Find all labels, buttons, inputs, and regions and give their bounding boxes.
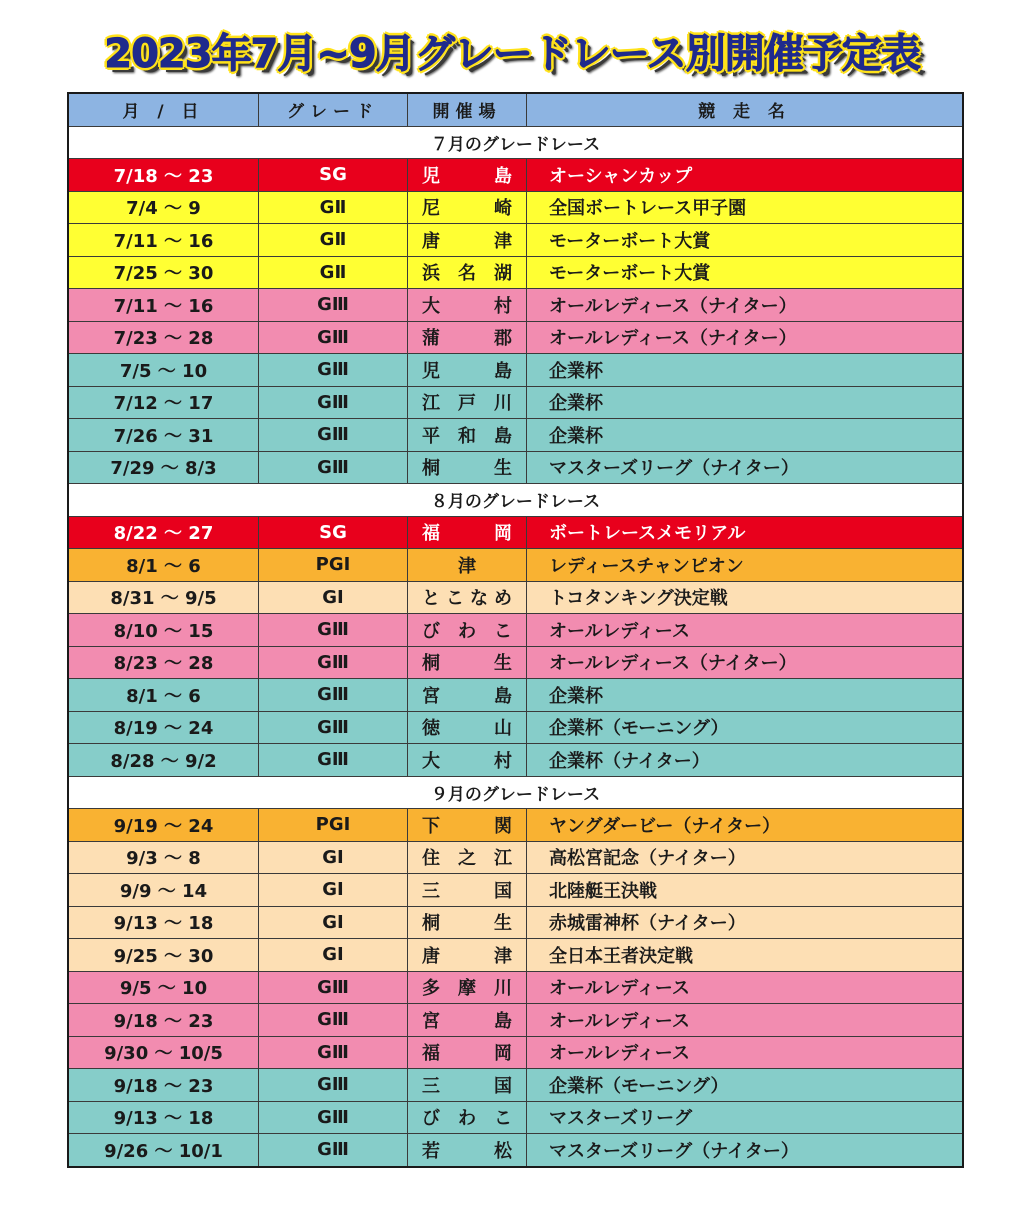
venue-char: 徳 xyxy=(422,718,440,740)
venue-char: 島 xyxy=(494,360,512,382)
race-grade: GⅡ xyxy=(259,256,408,289)
venue-char: 津 xyxy=(458,555,476,577)
race-date: 9/30 ～ 10/5 xyxy=(68,1036,259,1069)
venue-char: 島 xyxy=(494,1010,512,1032)
venue-char: 岡 xyxy=(494,1043,512,1065)
race-grade: GⅠ xyxy=(259,581,408,614)
venue-char: 唐 xyxy=(422,945,440,967)
race-grade: GⅢ xyxy=(259,711,408,744)
race-name: 企業杯 xyxy=(527,354,964,387)
race-grade: SG xyxy=(259,516,408,549)
race-name: トコタンキング決定戦 xyxy=(527,581,964,614)
venue-char: 国 xyxy=(494,1075,512,1097)
table-row xyxy=(68,679,963,712)
race-venue xyxy=(408,354,527,387)
table-row xyxy=(68,711,963,744)
table-row xyxy=(68,581,963,614)
venue-char: 崎 xyxy=(494,198,512,220)
table-row xyxy=(68,451,963,484)
race-name: 企業杯 xyxy=(527,419,964,452)
venue-char: 江 xyxy=(422,393,440,415)
month-separator-label: ８月のグレードレース xyxy=(68,484,963,517)
venue-char: 生 xyxy=(494,458,512,480)
schedule-table xyxy=(67,92,964,1168)
venue-char: び xyxy=(422,1108,440,1130)
table-row xyxy=(68,549,963,582)
race-name: 高松宮記念（ナイター） xyxy=(527,841,964,874)
race-name: マスターズリーグ（ナイター） xyxy=(527,1134,964,1167)
venue-char: 三 xyxy=(422,880,440,902)
venue-char: 関 xyxy=(494,815,512,837)
race-grade: GⅡ xyxy=(259,191,408,224)
race-date: 9/18 ～ 23 xyxy=(68,1069,259,1102)
race-grade: GⅢ xyxy=(259,321,408,354)
race-venue xyxy=(408,874,527,907)
race-venue xyxy=(408,419,527,452)
month-separator-label: ７月のグレードレース xyxy=(68,126,963,159)
table-row xyxy=(68,516,963,549)
header-row xyxy=(68,93,963,126)
venue-char: な xyxy=(470,588,488,610)
month-separator-label: ９月のグレードレース xyxy=(68,776,963,809)
race-grade: GⅡ xyxy=(259,224,408,257)
race-grade: GⅢ xyxy=(259,1134,408,1167)
venue-char: 郡 xyxy=(494,328,512,350)
race-date: 7/5 ～ 10 xyxy=(68,354,259,387)
venue-char: 山 xyxy=(494,718,512,740)
race-name: ボートレースメモリアル xyxy=(527,516,964,549)
venue-char: 大 xyxy=(422,750,440,772)
table-row xyxy=(68,874,963,907)
venue-char: 生 xyxy=(494,913,512,935)
month-separator-row xyxy=(68,126,963,159)
venue-char: 桐 xyxy=(422,913,440,935)
race-grade: GⅢ xyxy=(259,646,408,679)
race-venue xyxy=(408,549,527,582)
race-name: 企業杯 xyxy=(527,679,964,712)
race-grade: PGⅠ xyxy=(259,549,408,582)
race-name: オールレディース xyxy=(527,1036,964,1069)
race-name: 企業杯（モーニング） xyxy=(527,711,964,744)
race-venue xyxy=(408,646,527,679)
table-row xyxy=(68,1004,963,1037)
race-venue xyxy=(408,939,527,972)
venue-char: 村 xyxy=(494,295,512,317)
header-grade: グレード xyxy=(259,93,408,126)
race-date: 7/4 ～ 9 xyxy=(68,191,259,224)
table-row xyxy=(68,906,963,939)
venue-char: 松 xyxy=(494,1140,512,1162)
venue-char: こ xyxy=(494,620,512,642)
venue-char: 桐 xyxy=(422,653,440,675)
race-grade: SG xyxy=(259,159,408,192)
table-row xyxy=(68,614,963,647)
race-grade: GⅢ xyxy=(259,289,408,322)
table-row xyxy=(68,809,963,842)
venue-char: 川 xyxy=(494,393,512,415)
venue-char: 湖 xyxy=(494,263,512,285)
race-venue xyxy=(408,581,527,614)
race-date: 9/26 ～ 10/1 xyxy=(68,1134,259,1167)
venue-char: 浜 xyxy=(422,263,440,285)
table-row xyxy=(68,646,963,679)
venue-char: 平 xyxy=(422,425,440,447)
race-venue xyxy=(408,841,527,874)
race-venue xyxy=(408,191,527,224)
race-name: マスターズリーグ xyxy=(527,1101,964,1134)
venue-char: 若 xyxy=(422,1140,440,1162)
header-date: 月 / 日 xyxy=(68,93,259,126)
race-name: オールレディース（ナイター） xyxy=(527,646,964,679)
race-name: 全日本王者決定戦 xyxy=(527,939,964,972)
race-name: オーシャンカップ xyxy=(527,159,964,192)
venue-char: 江 xyxy=(494,848,512,870)
race-date: 7/12 ～ 17 xyxy=(68,386,259,419)
race-date: 7/26 ～ 31 xyxy=(68,419,259,452)
race-grade: GⅢ xyxy=(259,386,408,419)
venue-char: こ xyxy=(494,1108,512,1130)
venue-char: 宮 xyxy=(422,1010,440,1032)
venue-char: 川 xyxy=(494,978,512,1000)
venue-char: 蒲 xyxy=(422,328,440,350)
race-name: 企業杯 xyxy=(527,386,964,419)
race-date: 9/13 ～ 18 xyxy=(68,1101,259,1134)
race-date: 8/31 ～ 9/5 xyxy=(68,581,259,614)
race-grade: GⅢ xyxy=(259,744,408,777)
venue-char: 之 xyxy=(458,848,476,870)
venue-char: 津 xyxy=(494,230,512,252)
race-venue xyxy=(408,386,527,419)
race-date: 9/25 ～ 30 xyxy=(68,939,259,972)
race-venue xyxy=(408,451,527,484)
venue-char: 和 xyxy=(458,425,476,447)
race-date: 9/19 ～ 24 xyxy=(68,809,259,842)
race-date: 9/13 ～ 18 xyxy=(68,906,259,939)
venue-char: こ xyxy=(446,588,464,610)
venue-char: 生 xyxy=(494,653,512,675)
race-name: 赤城雷神杯（ナイター） xyxy=(527,906,964,939)
race-date: 8/1 ～ 6 xyxy=(68,679,259,712)
table-row xyxy=(68,1069,963,1102)
page-title: 2023年7月~9月グレードレース別開催予定表 xyxy=(104,31,920,77)
race-venue xyxy=(408,159,527,192)
table-row xyxy=(68,1101,963,1134)
table-row xyxy=(68,1134,963,1167)
venue-char: 岡 xyxy=(494,523,512,545)
venue-char: 福 xyxy=(422,523,440,545)
table-row xyxy=(68,744,963,777)
venue-char: 島 xyxy=(494,165,512,187)
race-name: オールレディース xyxy=(527,614,964,647)
race-venue xyxy=(408,1134,527,1167)
race-grade: GⅢ xyxy=(259,451,408,484)
race-grade: GⅠ xyxy=(259,939,408,972)
table-row xyxy=(68,224,963,257)
race-venue xyxy=(408,679,527,712)
venue-char: 尼 xyxy=(422,198,440,220)
venue-char: 多 xyxy=(422,978,440,1000)
venue-char: 三 xyxy=(422,1075,440,1097)
race-date: 8/22 ～ 27 xyxy=(68,516,259,549)
race-venue xyxy=(408,516,527,549)
race-date: 8/19 ～ 24 xyxy=(68,711,259,744)
venue-char: 摩 xyxy=(458,978,476,1000)
venue-char: 住 xyxy=(422,848,440,870)
table-row xyxy=(68,1036,963,1069)
race-venue xyxy=(408,906,527,939)
venue-char: 村 xyxy=(494,750,512,772)
race-name: 北陸艇王決戦 xyxy=(527,874,964,907)
race-name: オールレディース（ナイター） xyxy=(527,321,964,354)
schedule-body xyxy=(68,126,963,1167)
race-name: オールレディース xyxy=(527,1004,964,1037)
venue-char: 名 xyxy=(458,263,476,285)
race-date: 9/3 ～ 8 xyxy=(68,841,259,874)
race-venue xyxy=(408,256,527,289)
table-row xyxy=(68,386,963,419)
race-date: 8/28 ～ 9/2 xyxy=(68,744,259,777)
race-venue xyxy=(408,321,527,354)
venue-char: と xyxy=(422,588,440,610)
race-venue xyxy=(408,1069,527,1102)
race-venue xyxy=(408,224,527,257)
table-row xyxy=(68,191,963,224)
table-row xyxy=(68,419,963,452)
table-row xyxy=(68,841,963,874)
race-venue xyxy=(408,1101,527,1134)
table-row xyxy=(68,159,963,192)
header-venue: 開催場 xyxy=(408,93,527,126)
race-date: 8/1 ～ 6 xyxy=(68,549,259,582)
race-date: 7/11 ～ 16 xyxy=(68,289,259,322)
race-grade: GⅢ xyxy=(259,354,408,387)
venue-char: 津 xyxy=(494,945,512,967)
table-row xyxy=(68,939,963,972)
race-venue xyxy=(408,1004,527,1037)
title-wrap xyxy=(0,22,1024,79)
race-grade: PGⅠ xyxy=(259,809,408,842)
race-grade: GⅢ xyxy=(259,1004,408,1037)
venue-char: 大 xyxy=(422,295,440,317)
race-date: 8/10 ～ 15 xyxy=(68,614,259,647)
race-name: レディースチャンピオン xyxy=(527,549,964,582)
venue-char: 島 xyxy=(494,685,512,707)
venue-char: 福 xyxy=(422,1043,440,1065)
table-row xyxy=(68,321,963,354)
table-row xyxy=(68,354,963,387)
month-separator-row xyxy=(68,776,963,809)
race-venue xyxy=(408,744,527,777)
race-name: オールレディース xyxy=(527,971,964,1004)
venue-char: め xyxy=(494,588,512,610)
race-venue xyxy=(408,809,527,842)
race-date: 7/11 ～ 16 xyxy=(68,224,259,257)
venue-char: 宮 xyxy=(422,685,440,707)
race-grade: GⅠ xyxy=(259,874,408,907)
race-date: 9/18 ～ 23 xyxy=(68,1004,259,1037)
race-date: 7/25 ～ 30 xyxy=(68,256,259,289)
race-venue xyxy=(408,1036,527,1069)
venue-char: 児 xyxy=(422,165,440,187)
race-date: 8/23 ～ 28 xyxy=(68,646,259,679)
race-venue xyxy=(408,614,527,647)
race-name: 企業杯（ナイター） xyxy=(527,744,964,777)
venue-char: び xyxy=(422,620,440,642)
race-date: 7/29 ～ 8/3 xyxy=(68,451,259,484)
race-name: マスターズリーグ（ナイター） xyxy=(527,451,964,484)
venue-char: 国 xyxy=(494,880,512,902)
race-name: モーターボート大賞 xyxy=(527,256,964,289)
race-venue xyxy=(408,711,527,744)
race-name: オールレディース（ナイター） xyxy=(527,289,964,322)
venue-char: わ xyxy=(458,1108,476,1130)
race-grade: GⅠ xyxy=(259,841,408,874)
race-grade: GⅢ xyxy=(259,419,408,452)
race-date: 7/18 ～ 23 xyxy=(68,159,259,192)
race-grade: GⅢ xyxy=(259,614,408,647)
race-grade: GⅢ xyxy=(259,679,408,712)
race-grade: GⅠ xyxy=(259,906,408,939)
race-grade: GⅢ xyxy=(259,971,408,1004)
race-name: 企業杯（モーニング） xyxy=(527,1069,964,1102)
venue-char: 児 xyxy=(422,360,440,382)
table-row xyxy=(68,289,963,322)
race-name: 全国ボートレース甲子園 xyxy=(527,191,964,224)
race-grade: GⅢ xyxy=(259,1036,408,1069)
venue-char: わ xyxy=(458,620,476,642)
month-separator-row xyxy=(68,484,963,517)
race-grade: GⅢ xyxy=(259,1069,408,1102)
table-row xyxy=(68,256,963,289)
race-venue xyxy=(408,971,527,1004)
race-grade: GⅢ xyxy=(259,1101,408,1134)
venue-char: 島 xyxy=(494,425,512,447)
race-date: 9/5 ～ 10 xyxy=(68,971,259,1004)
table-row xyxy=(68,971,963,1004)
venue-char: 下 xyxy=(422,815,440,837)
venue-char: 戸 xyxy=(458,393,476,415)
venue-char: 桐 xyxy=(422,458,440,480)
race-date: 7/23 ～ 28 xyxy=(68,321,259,354)
race-venue xyxy=(408,289,527,322)
race-name: ヤングダービー（ナイター） xyxy=(527,809,964,842)
venue-char: 唐 xyxy=(422,230,440,252)
race-date: 9/9 ～ 14 xyxy=(68,874,259,907)
race-name: モーターボート大賞 xyxy=(527,224,964,257)
header-race: 競 走 名 xyxy=(527,93,964,126)
